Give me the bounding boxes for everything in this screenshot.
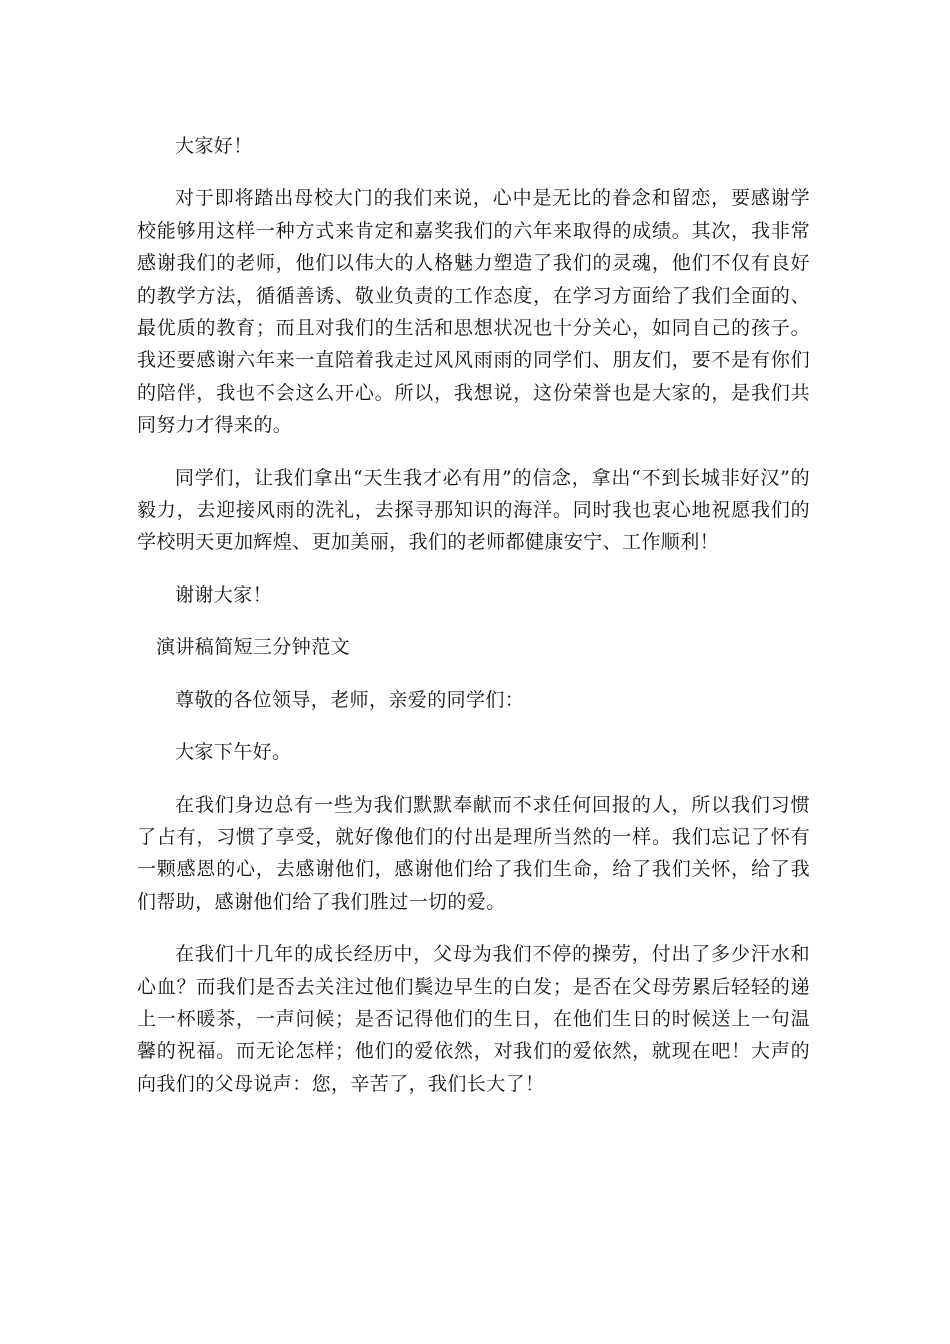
section-title: 演讲稿简短三分钟范文 (156, 636, 351, 659)
greeting-paragraph: 大家好！ (175, 135, 253, 157)
gratitude-paragraph: 对于即将踏出母校大门的我们来说，心中是无比的眷念和留恋，要感谢学校能够用这样一种方式来肯定和嘉奖我们的六年来取得的成绩。其次，我非常感谢我们的老师，他们以伟大的人格魅力塑造了我们的灵魂，他们不仅有良好的教学方法，循循善诱、敬业负责的工作态度，在学习方面给了我们全面的、最优质的教育；而且对我们的生活和思想状况也十分关心，如同自己的孩子。我还要感谢六年来一直陪着我走过风风雨雨的同学们、朋友们，要不是有你们的陪伴，我也不会这么开心。所以，我想说，这份荣誉也是大家的，是我们共同努力才得来的。 (137, 187, 810, 437)
parents-paragraph: 在我们十几年的成长经历中，父母为我们不停的操劳，付出了多少汗水和心血？而我们是否去关注过他们鬓边早生的白发；是否在父母劳累后轻轻的递上一杯暖茶，一声问候；是否记得他们的生日，在他们生日的时候送上一句温馨的祝福。而无论怎样；他们的爱依然，对我们的爱依然，就现在吧！大声的向我们的父母说声：您，辛苦了，我们长大了！ (137, 943, 810, 1095)
afternoon-greeting-paragraph: 大家下午好。 (175, 741, 292, 764)
encouragement-paragraph: 同学们，让我们拿出“天生我才必有用”的信念，拿出“不到长城非好汉”的毅力，去迎接风雨的洗礼，去探寻那知识的海洋。同时我也衷心地祝愿我们的学校明天更加辉煌、更加美丽，我们的老师都健康安宁、工作顺利！ (137, 466, 810, 554)
document-body (137, 130, 810, 1100)
thanks-paragraph: 谢谢大家！ (175, 583, 273, 606)
salutation-paragraph: 尊敬的各位领导，老师，亲爱的同学们： (175, 688, 525, 711)
thankful-heart-paragraph: 在我们身边总有一些为我们默默奉献而不求任何回报的人，所以我们习惯了占有，习惯了享受，就好像他们的付出是理所当然的一样。我们忘记了怀有一颗感恩的心，去感谢他们，感谢他们给了我们生命，给了我们关怀，给了我们帮助，感谢他们给了我们胜过一切的爱。 (137, 793, 810, 913)
